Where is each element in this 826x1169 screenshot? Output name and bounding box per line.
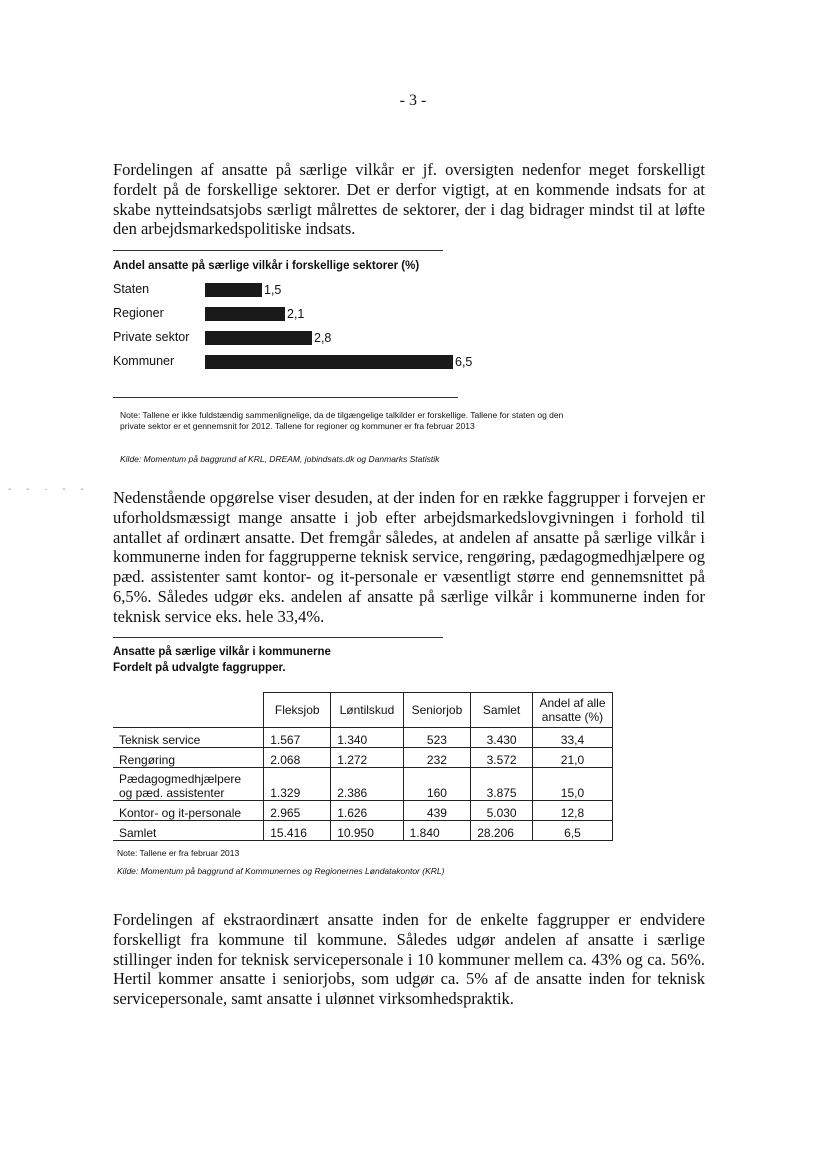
table-cell: 1.567	[264, 728, 331, 748]
table-header: Løntilskud	[331, 693, 403, 728]
row-label: Kontor- og it-personale	[113, 801, 264, 821]
table-header: Andel af alle ansatte (%)	[532, 693, 612, 728]
table-cell: 2.386	[331, 768, 403, 801]
bar-category-label: Private sektor	[113, 330, 190, 344]
row-label: Pædagogmedhjælpere og pæd. assistenter	[113, 768, 264, 801]
table-cell: 10.950	[331, 821, 403, 841]
table-header-row	[113, 693, 613, 728]
bar-value-label: 2,1	[287, 307, 305, 321]
table-cell: 160	[403, 768, 471, 801]
table-note: Note: Tallene er fra februar 2013	[117, 848, 240, 858]
table-cell: 3.875	[471, 768, 533, 801]
table-cell: 6,5	[532, 821, 612, 841]
table-cell: 1.329	[264, 768, 331, 801]
bar-category-label: Kommuner	[113, 354, 175, 368]
bar-category-label: Regioner	[113, 306, 164, 320]
table-row	[113, 821, 613, 841]
row-label: Samlet	[113, 821, 264, 841]
table-cell: 3.430	[471, 728, 533, 748]
table-cell: 1.272	[331, 748, 403, 768]
table-cell: 33,4	[532, 728, 612, 748]
table-cell: 15.416	[264, 821, 331, 841]
chart-bottom-rule	[113, 397, 458, 398]
chart-source: Kilde: Momentum på baggrund af KRL, DREAM, jobindsats.dk og Danmarks Statistik	[120, 454, 440, 464]
table-corner-cell	[113, 693, 264, 728]
table-cell: 1.840	[403, 821, 471, 841]
table-cell: 21,0	[532, 748, 612, 768]
bar	[205, 307, 285, 321]
chart-top-rule	[113, 250, 443, 251]
chart-title: Andel ansatte på særlige vilkår i forskellige sektorer (%)	[113, 260, 420, 272]
bar	[205, 331, 312, 345]
bar-value-label: 2,8	[314, 331, 332, 345]
row-label: Teknisk service	[113, 728, 264, 748]
table-source: Kilde: Momentum på baggrund af Kommunernes og Regionernes Løndatakontor (KRL)	[117, 866, 445, 876]
table-header: Fleksjob	[264, 693, 331, 728]
table-cell: 28.206	[471, 821, 533, 841]
row-label: Rengøring	[113, 748, 264, 768]
table-cell: 15,0	[532, 768, 612, 801]
margin-scan-mark: - - · - -	[8, 484, 90, 495]
table-title-line2: Fordelt på udvalgte faggrupper.	[113, 662, 286, 674]
table-row	[113, 801, 613, 821]
table-header: Samlet	[471, 693, 533, 728]
page-number: - 3 -	[399, 92, 427, 109]
table-cell: 2.965	[264, 801, 331, 821]
table-cell: 3.572	[471, 748, 533, 768]
table-header: Seniorjob	[403, 693, 471, 728]
table-title-line1: Ansatte på særlige vilkår i kommunerne	[113, 646, 331, 658]
faggrupper-table	[113, 692, 613, 841]
bar	[205, 355, 453, 369]
table-cell: 523	[403, 728, 471, 748]
paragraph-1: Fordelingen af ansatte på særlige vilkår er jf. oversigten nedenfor meget forskelligt fordelt på de forskellige sektorer. Det er derfor vigtigt, at en kommende indsats for at skabe nytteindsatsjobs særligt målrettes de sektorer, der i dag bidrager mindst til at løfte den arbejdsmarkedspolitiske indsats.	[113, 160, 705, 239]
bar	[205, 283, 262, 297]
paragraph-2: Nedenstående opgørelse viser desuden, at der inden for en række faggrupper i forvejen er uforholdsmæssigt mange ansatte i job efter arbejdsmarkedslovgivningen i forhold til antallet af ordinært ansatte. Det fremgår således, at andelen af ansatte på særlige vilkår i kommunerne inden for faggrupperne teknisk service, rengøring, pædagogmedhjælpere og pæd. assistenter samt kontor- og it-personale er væsentligt større end gennemsnittet på 6,5%. Således udgør eks. andelen af ansatte på særlige vilkår i kommunerne inden for teknisk service eks. hele 33,4%.	[113, 488, 705, 626]
table-row	[113, 768, 613, 801]
chart-note: Note: Tallene er ikke fuldstændig sammenlignelige, da de tilgængelige talkilder er forskellige. Tallene for staten og den private sektor er et gennemsnit for 2012. Tallene for regioner og kommuner er fra februar 2013	[120, 410, 564, 431]
bar-category-label: Staten	[113, 282, 150, 296]
table-cell: 232	[403, 748, 471, 768]
table-cell: 1.626	[331, 801, 403, 821]
table-cell: 1.340	[331, 728, 403, 748]
table-cell: 2.068	[264, 748, 331, 768]
table-cell: 439	[403, 801, 471, 821]
table-top-rule	[113, 637, 443, 638]
table-row	[113, 728, 613, 748]
bar-value-label: 1,5	[264, 283, 282, 297]
bar-chart	[113, 280, 573, 390]
bar-value-label: 6,5	[455, 355, 473, 369]
table-cell: 12,8	[532, 801, 612, 821]
table-cell: 5.030	[471, 801, 533, 821]
paragraph-3: Fordelingen af ekstraordinært ansatte inden for de enkelte faggrupper er endvidere forskelligt fra kommune til kommune. Således udgør andelen af ansatte i særlige stillinger inden for teknisk servicepersonale i 10 kommuner mellem ca. 43% og ca. 56%. Hertil kommer ansatte i seniorjobs, som udgør ca. 5% af de ansatte inden for teknisk servicepersonale, samt ansatte i ulønnet virksomhedspraktik.	[113, 910, 705, 1009]
table-row	[113, 748, 613, 768]
